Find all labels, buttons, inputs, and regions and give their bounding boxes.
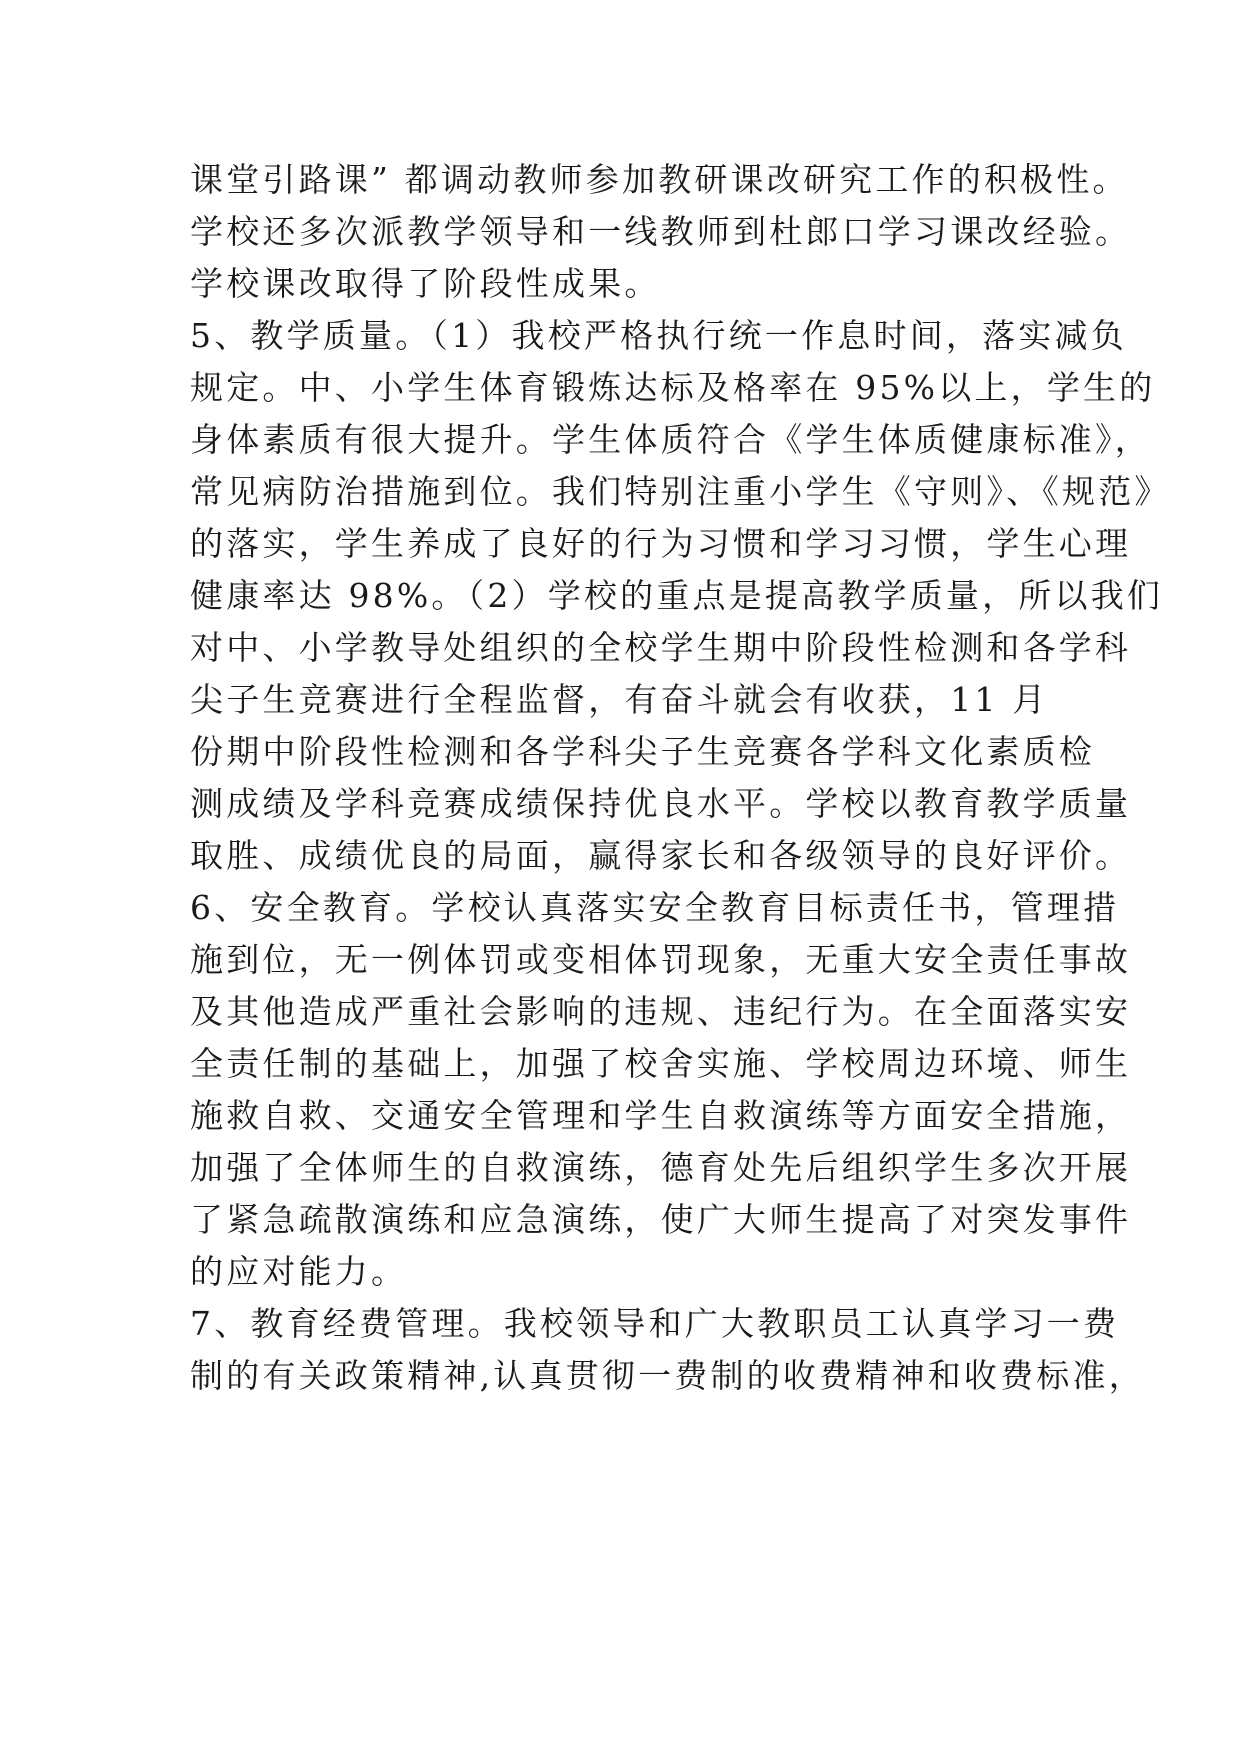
section-6-heading-line: 6、安全教育。学校认真落实安全教育目标责任书，管理措: [190, 888, 1120, 927]
text-line: 尖子生竞赛进行全程监督，有奋斗就会有收获，11 月: [190, 680, 1049, 719]
section-5-heading-line: 5、教学质量。（1）我校严格执行统一作息时间，落实减负: [190, 316, 1127, 355]
text-line: 健康率达 98%。（2）学校的重点是提高教学质量，所以我们: [190, 576, 1164, 615]
body-text: [190, 160, 1171, 1408]
text-line: 全责任制的基础上，加强了校舍实施、学校周边环境、师生: [190, 1044, 1132, 1083]
text-line: 学校课改取得了阶段性成果。: [190, 264, 661, 303]
section-7-heading-line: 7、教育经费管理。我校领导和广大教职员工认真学习一费: [190, 1304, 1120, 1343]
text-line: 了紧急疏散演练和应急演练，使广大师生提高了对突发事件: [190, 1200, 1132, 1239]
text-line: 测成绩及学科竞赛成绩保持优良水平。学校以教育教学质量: [190, 784, 1132, 823]
text-line: 的应对能力。: [190, 1252, 408, 1291]
text-line: 的落实，学生养成了良好的行为习惯和学习习惯，学生心理: [190, 524, 1132, 563]
text-line: 对中、小学教导处组织的全校学生期中阶段性检测和各学科: [190, 628, 1132, 667]
text-line: 施到位，无一例体罚或变相体罚现象，无重大安全责任事故: [190, 940, 1132, 979]
text-line: 取胜、成绩优良的局面，赢得家长和各级领导的良好评价。: [190, 836, 1132, 875]
text-line: 及其他造成严重社会影响的违规、违纪行为。在全面落实安: [190, 992, 1132, 1031]
text-line: 课堂引路课” 都调动教师参加教研课改研究工作的积极性。: [190, 160, 1129, 199]
text-line: 施救自救、交通安全管理和学生自救演练等方面安全措施，: [190, 1096, 1132, 1135]
text-line: 规定。中、小学生体育锻炼达标及格率在 95%以上，学生的: [190, 368, 1156, 407]
text-line: 份期中阶段性检测和各学科尖子生竞赛各学科文化素质检: [190, 732, 1095, 771]
text-line: 加强了全体师生的自救演练，德育处先后组织学生多次开展: [190, 1148, 1132, 1187]
text-line: 身体素质有很大提升。学生体质符合《学生体质健康标准》，: [190, 420, 1151, 459]
text-line: 制的有关政策精神,认真贯彻一费制的收费精神和收费标准，: [190, 1356, 1145, 1395]
text-line: 学校还多次派教学领导和一线教师到杜郎口学习课改经验。: [190, 212, 1132, 251]
text-line: 常见病防治措施到位。我们特别注重小学生《守则》、《规范》: [190, 472, 1171, 511]
